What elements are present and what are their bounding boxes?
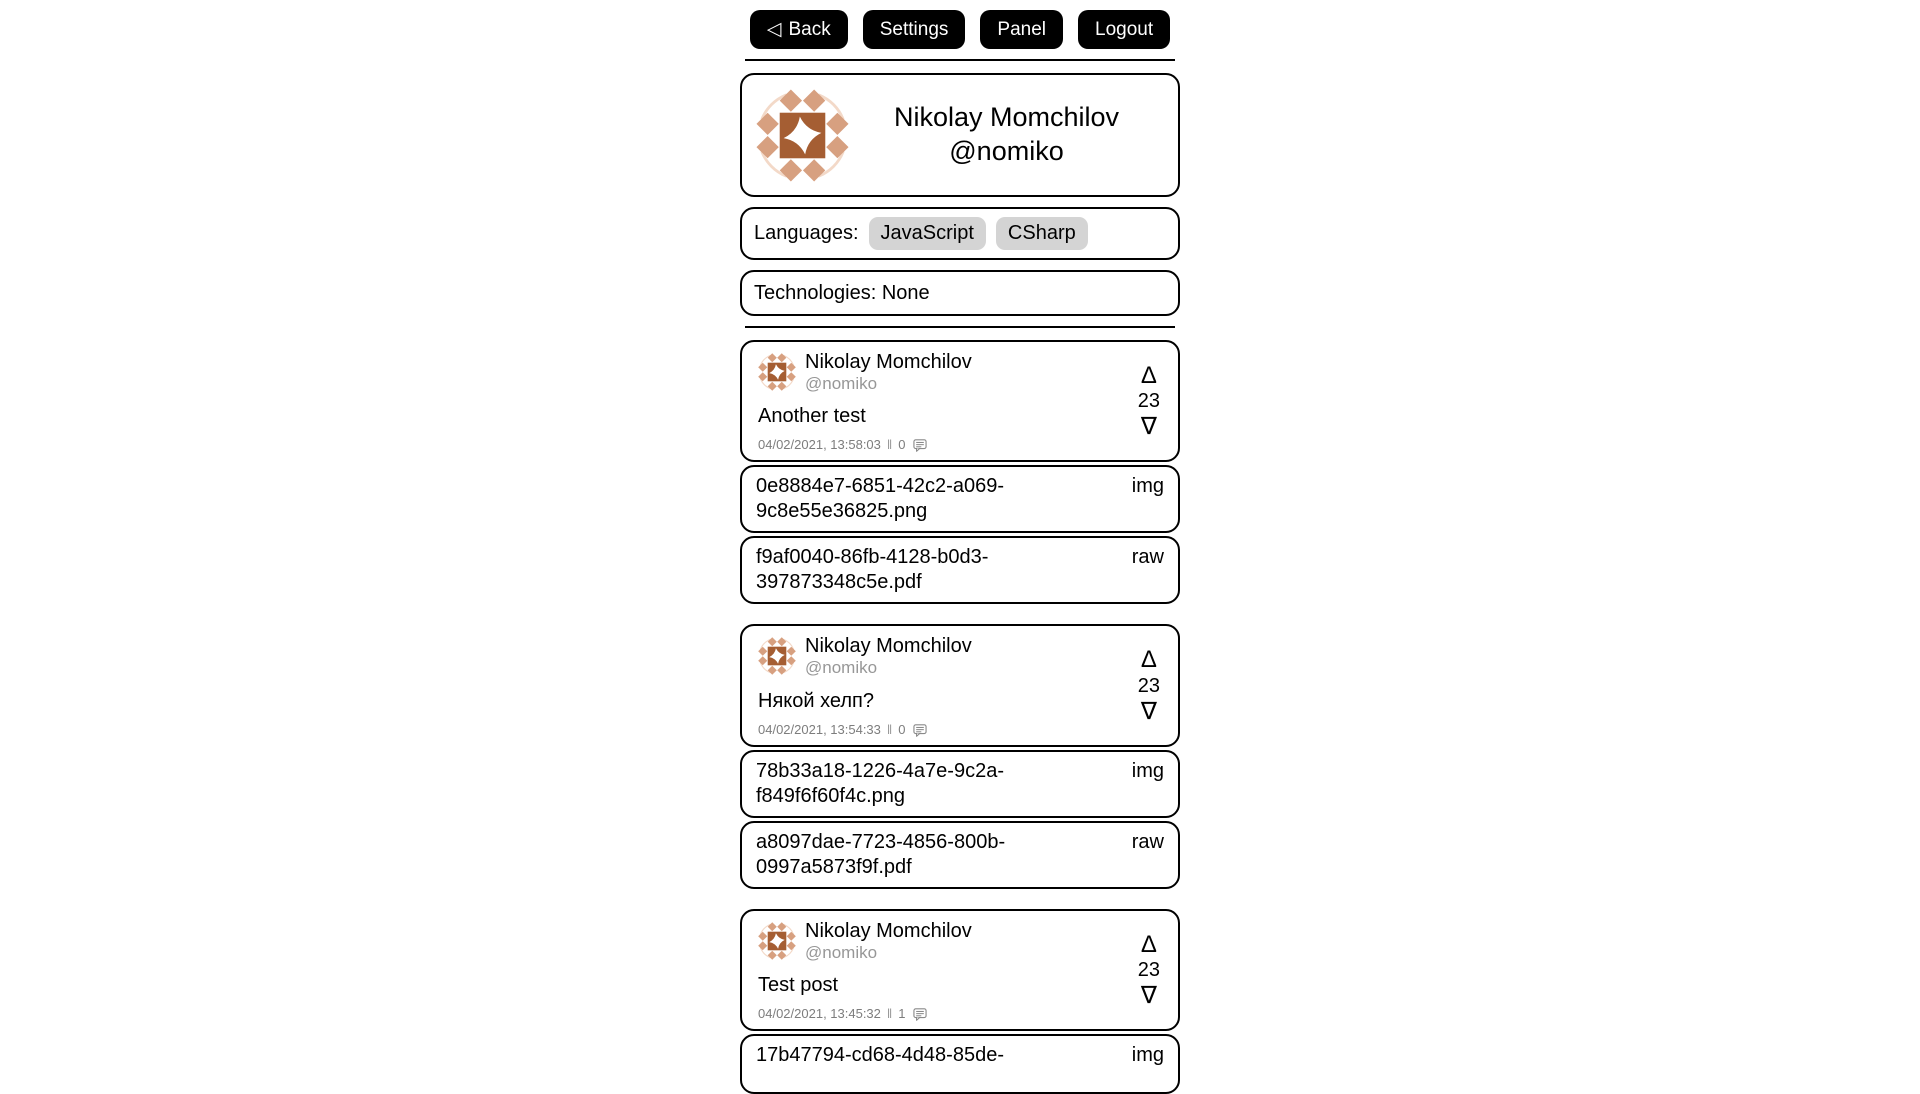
post-group (740, 624, 1180, 888)
post-header (758, 635, 1162, 678)
attachment-card[interactable] (740, 821, 1180, 889)
vote-count: 23 (1137, 390, 1160, 413)
language-tag-javascript: JavaScript (869, 217, 986, 250)
vote-count: 23 (1137, 674, 1160, 697)
upvote-button[interactable]: Δ (1140, 930, 1157, 958)
post-meta (758, 722, 1162, 737)
post-header (758, 920, 1162, 963)
post-timestamp: 04/02/2021, 13:45:32 (758, 1006, 881, 1022)
languages-label: Languages: (754, 222, 859, 244)
comment-bubble-icon (913, 1008, 927, 1021)
meta-separator: ‖ (886, 1006, 893, 1022)
profile-names (849, 101, 1164, 169)
attachment-filename: f9af0040-86fb-4128-b0d3-397873348c5e.pdf (756, 546, 989, 594)
attachment-type-label: img (1131, 1044, 1164, 1067)
attachment-card[interactable] (740, 750, 1180, 818)
post-vote-column (1138, 342, 1160, 460)
comment-bubble-icon (913, 439, 927, 452)
attachment-type-label: raw (1131, 830, 1164, 853)
post-card[interactable] (740, 624, 1180, 746)
language-tag-csharp: CSharp (996, 217, 1088, 250)
post-vote-column (1138, 911, 1160, 1029)
post-title: Test post (758, 974, 839, 997)
post-author-avatar (758, 353, 796, 391)
upvote-button[interactable]: Δ (1140, 362, 1157, 389)
post-author-block (805, 920, 972, 963)
vote-count: 23 (1137, 958, 1160, 981)
posts-list (740, 340, 1180, 1094)
attachment-filename: 78b33a18-1226-4a7e-9c2a-f849f6f60f4c.png (756, 759, 1004, 807)
downvote-button[interactable]: ∇ (1140, 413, 1157, 441)
post-comment-count: 0 (898, 437, 906, 453)
logout-button-label: Logout (1095, 19, 1154, 40)
post-author-block (805, 351, 972, 394)
post-comment-count: 0 (898, 721, 906, 737)
post-vote-column (1138, 626, 1160, 744)
technologies-label: Technologies: None (754, 281, 930, 304)
back-button-label: Back (788, 19, 831, 40)
post-title: Някой хелп? (758, 689, 874, 712)
meta-separator: ‖ (886, 721, 893, 737)
profile-name: Nikolay Momchilov (893, 102, 1120, 133)
profile-avatar (756, 89, 849, 182)
downvote-button[interactable]: ∇ (1140, 981, 1157, 1009)
post-author-name: Nikolay Momchilov (805, 351, 972, 373)
attachment-type-label: raw (1131, 546, 1164, 569)
profile-handle: @nomiko (949, 136, 1064, 166)
panel-button[interactable] (980, 10, 1063, 49)
post-author-avatar (758, 637, 796, 675)
upvote-button[interactable]: Δ (1140, 646, 1157, 674)
post-meta (758, 437, 1162, 452)
post-title: Another test (758, 405, 866, 428)
top-navigation (0, 0, 1920, 49)
panel-button-label: Panel (997, 19, 1046, 40)
technologies-card (740, 270, 1180, 316)
post-meta (758, 1006, 1162, 1021)
post-author-handle: @nomiko (805, 374, 878, 393)
meta-separator: ‖ (886, 437, 893, 453)
post-group (740, 909, 1180, 1094)
attachment-filename: 17b47794-cd68-4d48-85de- (756, 1044, 1004, 1067)
divider (745, 59, 1175, 61)
attachment-type-label: img (1131, 475, 1164, 498)
downvote-button[interactable]: ∇ (1140, 697, 1157, 725)
content-column (740, 59, 1180, 1094)
back-button[interactable] (750, 10, 848, 49)
attachment-filename: 0e8884e7-6851-42c2-a069-9c8e55e36825.png (756, 475, 1004, 523)
back-triangle-icon: ◁ (766, 19, 782, 40)
attachment-card[interactable] (740, 465, 1180, 533)
post-timestamp: 04/02/2021, 13:54:33 (758, 721, 881, 737)
attachment-card[interactable] (740, 1034, 1180, 1094)
post-author-avatar (758, 922, 796, 960)
post-author-name: Nikolay Momchilov (805, 919, 972, 942)
languages-card (740, 207, 1180, 260)
post-author-handle: @nomiko (805, 658, 878, 678)
profile-card (740, 73, 1180, 197)
logout-button[interactable] (1078, 10, 1170, 49)
post-header (758, 351, 1162, 394)
attachment-filename: a8097dae-7723-4856-800b-0997a5873f9f.pdf (756, 830, 1006, 878)
post-author-name: Nikolay Momchilov (805, 635, 972, 658)
post-card[interactable] (740, 340, 1180, 462)
post-card[interactable] (740, 909, 1180, 1031)
settings-button-label: Settings (879, 19, 949, 40)
comment-bubble-icon (913, 724, 927, 737)
post-author-block (805, 635, 972, 678)
settings-button[interactable] (863, 10, 966, 49)
post-comment-count: 1 (898, 1006, 906, 1022)
divider (745, 326, 1175, 328)
post-group (740, 340, 1180, 604)
attachment-type-label: img (1131, 759, 1164, 782)
attachment-card[interactable] (740, 536, 1180, 604)
post-author-handle: @nomiko (805, 942, 878, 962)
post-timestamp: 04/02/2021, 13:58:03 (758, 437, 881, 453)
